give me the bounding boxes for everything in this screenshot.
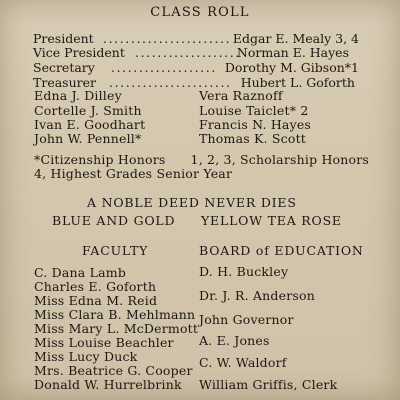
- member-name: Louise Taiclet* 2: [199, 103, 309, 118]
- honors-note-line-1: *Citizenship Honors 1, 2, 3, Scholarship Honors: [34, 152, 370, 167]
- officer-role: President: [33, 31, 94, 46]
- faculty-member: Miss Edna M. Reid: [34, 293, 158, 308]
- board-member: William Griffis, Clerk: [199, 377, 338, 392]
- faculty-member: Charles E. Goforth: [34, 279, 157, 294]
- faculty-member: Donald W. Hurrelbrink: [34, 377, 182, 392]
- officer-name: Norman E. Hayes: [236, 45, 349, 60]
- faculty-member: Miss Mary L. McDermott: [34, 321, 199, 336]
- faculty-member: Mrs. Beatrice G. Cooper: [34, 363, 193, 378]
- leader-dots: ...................: [135, 45, 241, 60]
- faculty-member: Miss Clara B. Mehlmann: [34, 307, 196, 322]
- officer-name: Edgar E. Mealy 3, 4: [232, 31, 359, 46]
- officer-row-secretary: [33, 60, 359, 74]
- officer-role: Secretary: [33, 60, 95, 75]
- leader-dots: ...................: [111, 60, 217, 75]
- board-member: D. H. Buckley: [199, 264, 289, 279]
- officer-row-vice-president: [33, 45, 359, 59]
- faculty-heading: FACULTY: [82, 243, 149, 258]
- faculty-member: Miss Lucy Duck: [34, 349, 138, 364]
- officer-row-president: [33, 31, 359, 45]
- officer-name: Hubert L. Goforth: [240, 75, 355, 90]
- board-member: Dr. J. R. Anderson: [199, 288, 315, 303]
- class-colors: BLUE AND GOLD: [52, 213, 176, 228]
- board-member: John Governor: [199, 312, 294, 327]
- member-name: Thomas K. Scott: [199, 131, 307, 146]
- member-name: Edna J. Dilley: [34, 88, 122, 103]
- member-name: Vera Raznoff: [199, 88, 283, 103]
- member-name: Ivan E. Goodhart: [34, 117, 146, 132]
- faculty-member: Miss Louise Beachler: [34, 335, 174, 350]
- class-flower: YELLOW TEA ROSE: [201, 213, 342, 228]
- officer-role: Treasurer: [33, 75, 96, 90]
- member-name: Francis N. Hayes: [199, 117, 312, 132]
- board-heading: BOARD of EDUCATION: [199, 243, 364, 258]
- faculty-member: C. Dana Lamb: [34, 265, 127, 280]
- honors-note-line-2: 4, Highest Grades Senior Year: [34, 166, 233, 181]
- leader-dots: ......................: [109, 75, 232, 90]
- officer-name: Dorothy M. Gibson*1: [224, 60, 359, 75]
- class-motto: A NOBLE DEED NEVER DIES: [87, 195, 297, 210]
- officer-role: Vice President: [33, 45, 125, 60]
- board-member: C. W. Waldorf: [199, 355, 287, 370]
- member-name: John W. Pennell*: [34, 131, 142, 146]
- officer-row-treasurer: [33, 75, 359, 89]
- board-member: A. E. Jones: [199, 333, 270, 348]
- member-name: Cortelle J. Smith: [34, 103, 142, 118]
- leader-dots: .......................: [103, 31, 232, 46]
- page-title: CLASS ROLL: [150, 5, 250, 20]
